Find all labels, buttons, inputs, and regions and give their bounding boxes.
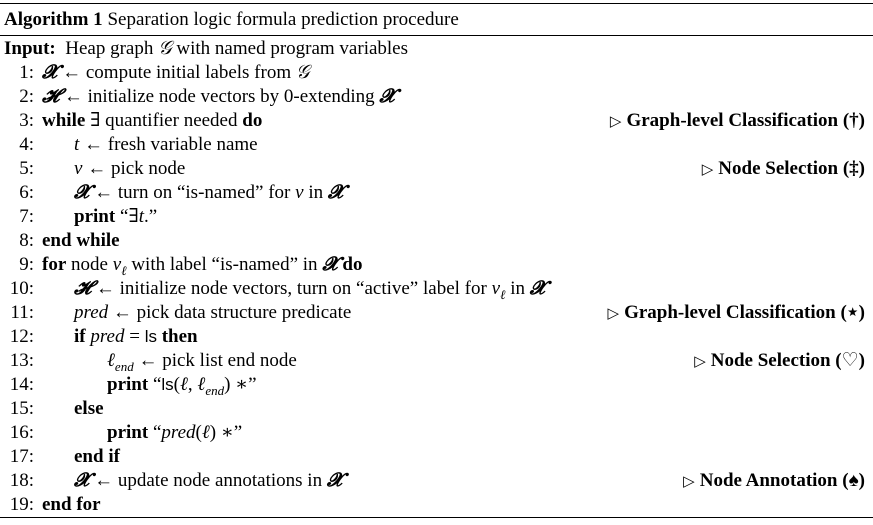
input-line — [0, 37, 869, 61]
algo-line-18 — [0, 469, 869, 493]
bottom-rule — [0, 517, 873, 518]
line-code: 𝓧 ← turn on “is-named” for v in 𝓧 — [74, 182, 344, 203]
line-code: 𝓗 ← initialize node vectors by 0-extending 𝓧 — [42, 86, 395, 107]
algorithm-caption — [4, 6, 459, 34]
algo-line-9 — [0, 253, 869, 277]
algo-line-7 — [0, 205, 869, 229]
algo-line-14 — [0, 373, 869, 397]
keyword: do — [242, 110, 263, 131]
line-code: 𝓧 ← update node annotations in 𝓧 — [74, 470, 343, 491]
keyword: print — [107, 422, 149, 443]
keyword: print — [74, 206, 116, 227]
line-code: print “ls(ℓ, ℓ$_{end}$) ∗” — [107, 374, 257, 398]
algo-line-11 — [0, 301, 869, 325]
keyword: end while — [42, 230, 120, 251]
line-comment: ▷ Graph-level Classification (†) — [609, 110, 865, 131]
algo-line-8 — [0, 229, 869, 253]
caption-label: Algorithm 1 — [4, 9, 103, 30]
line-code: 𝓗 ← initialize node vectors, turn on “active” label for $v_\ell$ in 𝓧 — [74, 278, 546, 302]
line-number: 15: — [9, 398, 34, 419]
algo-line-6 — [0, 181, 869, 205]
line-number: 16: — [9, 422, 34, 443]
line-code: 𝓧 ← compute initial labels from 𝒢 — [42, 62, 310, 83]
line-comment: ▷ Node Selection (♡) — [694, 350, 865, 371]
line-comment: ▷ Graph-level Classification (⋆) — [607, 302, 865, 323]
input-label: Input: — [4, 38, 56, 59]
line-number: 11: — [10, 302, 34, 323]
line-number: 18: — [9, 470, 34, 491]
caption-rule — [0, 35, 873, 36]
line-number: 3: — [19, 110, 34, 131]
caption-title: Separation logic formula prediction procedure — [107, 9, 459, 30]
line-code: if pred = ls then — [74, 326, 198, 347]
comment-triangle-icon: ▷ — [607, 306, 620, 322]
line-code: v ← pick node — [74, 158, 186, 179]
line-number: 12: — [9, 326, 34, 347]
keyword: end for — [42, 494, 101, 515]
line-number: 1: — [19, 62, 34, 83]
algo-line-3 — [0, 109, 869, 133]
line-code: for node $v_\ell$ with label “is-named” in 𝓧 do — [42, 254, 363, 278]
algo-line-16 — [0, 421, 869, 445]
keyword: do — [342, 254, 363, 275]
line-number: 9: — [19, 254, 34, 275]
comment-triangle-icon: ▷ — [609, 114, 622, 130]
algo-line-13 — [0, 349, 869, 373]
line-code: pred ← pick data structure predicate — [74, 302, 352, 323]
line-comment: ▷ Node Selection (‡) — [701, 158, 865, 179]
keyword: print — [107, 374, 149, 395]
top-rule — [0, 3, 873, 4]
line-code — [42, 109, 262, 133]
algo-line-10 — [0, 277, 869, 301]
line-number: 2: — [19, 86, 34, 107]
keyword: for — [42, 254, 67, 275]
line-number: 17: — [9, 446, 34, 467]
line-comment: ▷ Node Annotation (♠) — [683, 470, 865, 491]
keyword: then — [161, 326, 198, 347]
line-number: 7: — [19, 206, 34, 227]
line-code: ℓ$_{end}$ ← pick list end node — [107, 350, 297, 374]
algo-line-12 — [0, 325, 869, 349]
input-text: Heap graph 𝒢 with named program variables — [60, 38, 409, 59]
comment-triangle-icon: ▷ — [683, 474, 695, 490]
algo-line-5 — [0, 157, 869, 181]
algo-line-15 — [0, 397, 869, 421]
line-number: 19: — [9, 494, 34, 515]
algo-line-4 — [0, 133, 869, 157]
comment-triangle-icon: ▷ — [701, 162, 714, 178]
line-number: 10: — [9, 278, 34, 299]
comment-triangle-icon: ▷ — [694, 354, 706, 370]
algo-line-17 — [0, 445, 869, 469]
line-code: print “pred(ℓ) ∗” — [107, 422, 243, 443]
algo-line-1 — [0, 61, 869, 85]
algo-line-2 — [0, 85, 869, 109]
line-code: print “∃t.” — [74, 206, 158, 227]
keyword: while — [42, 110, 86, 131]
line-number: 5: — [19, 158, 34, 179]
line-number: 4: — [19, 134, 34, 155]
line-number: 6: — [19, 182, 34, 203]
keyword: else — [74, 398, 104, 419]
line-number: 13: — [9, 350, 34, 371]
keyword: if — [74, 326, 86, 347]
keyword: end if — [74, 446, 120, 467]
algo-line-19 — [0, 493, 869, 517]
line-number: 8: — [19, 230, 34, 251]
line-text: ∃ quantifier needed — [90, 110, 238, 131]
line-code: t ← fresh variable name — [74, 134, 258, 155]
line-number: 14: — [9, 374, 34, 395]
